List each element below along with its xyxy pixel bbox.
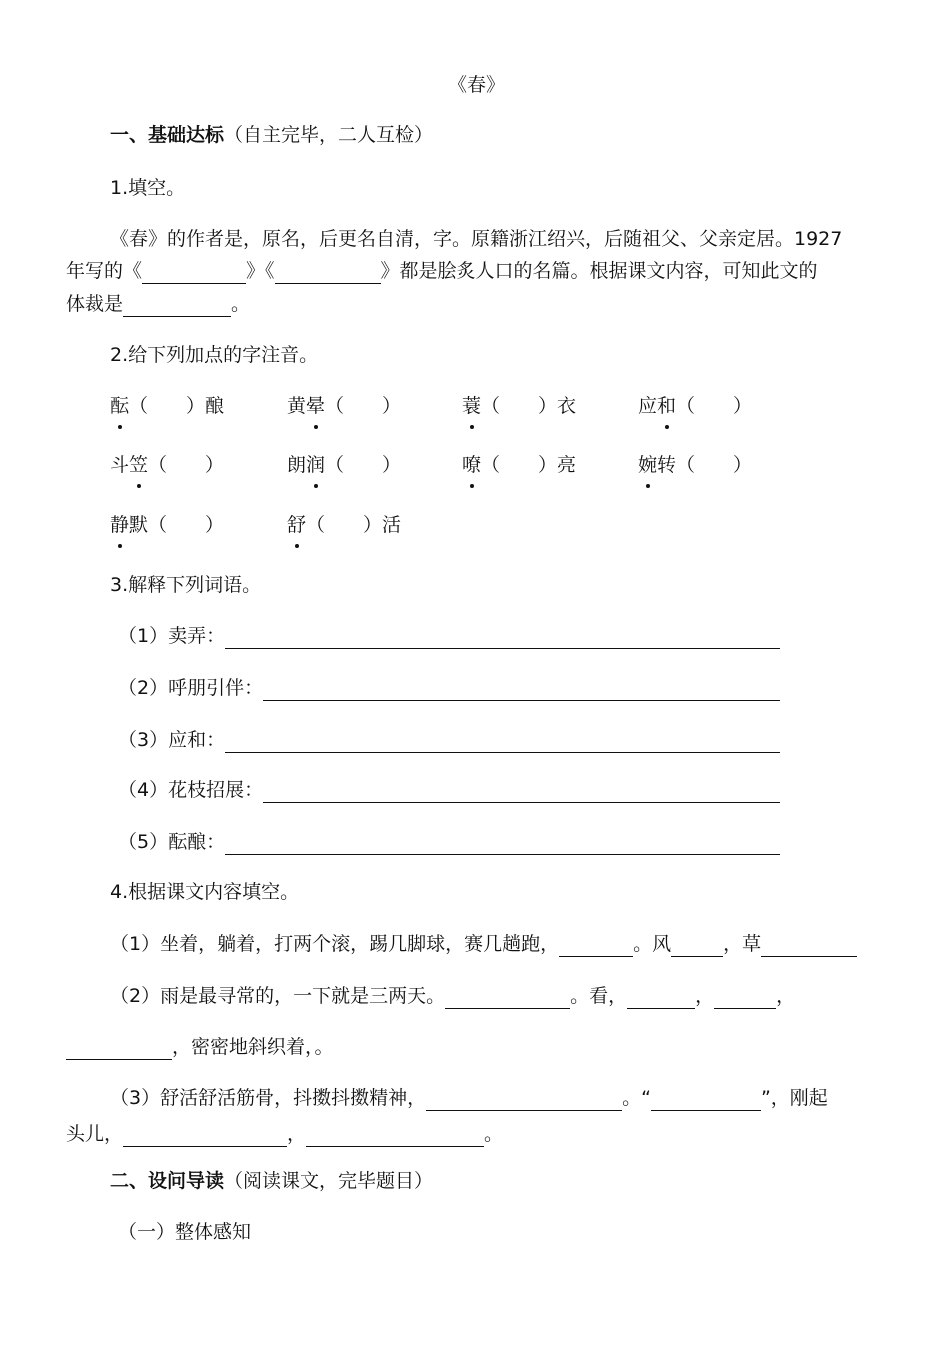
definition-item bbox=[118, 675, 780, 701]
q4-text: ， bbox=[776, 985, 796, 1007]
dotted-char: 嘹 bbox=[462, 454, 482, 476]
q4-text: ，密密地斜织着，。 bbox=[172, 1036, 334, 1058]
blank[interactable] bbox=[426, 1088, 622, 1111]
word-char: 转 bbox=[657, 454, 677, 476]
word-char: 活 bbox=[382, 514, 402, 536]
q4-text: 。“ bbox=[622, 1087, 651, 1109]
word-char: 酿 bbox=[205, 395, 225, 417]
word-char: 衣 bbox=[557, 395, 577, 417]
subsection-title: （一）整体感知 bbox=[118, 1221, 252, 1243]
answer-paren[interactable]: （ ） bbox=[148, 454, 225, 476]
dotted-char: 婉 bbox=[638, 454, 658, 476]
q4-text: （2）雨是最寻常的，一下就是三两天。 bbox=[110, 985, 446, 1007]
q4-text: 。看， bbox=[570, 985, 628, 1007]
word-char: 亮 bbox=[557, 454, 577, 476]
word-char: 斗 bbox=[110, 454, 130, 476]
q4-sentence-3-cont bbox=[66, 1121, 503, 1147]
answer-line[interactable] bbox=[263, 678, 780, 701]
definition-term: （4）花枝招展： bbox=[118, 779, 264, 801]
section-1-title: 一、基础达标 bbox=[110, 124, 225, 146]
dotted-char: 静 bbox=[110, 514, 130, 536]
q2-label: 2.给下列加点的字注音。 bbox=[110, 344, 319, 366]
pinyin-item bbox=[110, 452, 224, 478]
blank[interactable] bbox=[761, 934, 857, 957]
q3-label: 3.解释下列词语。 bbox=[110, 574, 262, 596]
answer-paren[interactable]: （ ） bbox=[325, 395, 402, 417]
pinyin-item bbox=[287, 512, 401, 538]
dotted-char: 晕 bbox=[306, 395, 326, 417]
definition-item bbox=[118, 727, 780, 753]
section-1-heading bbox=[110, 122, 433, 148]
word-char: 黄 bbox=[287, 395, 307, 417]
section-2-note: （阅读课文，完毕题目） bbox=[224, 1170, 434, 1192]
section-2-title: 二、设问导读 bbox=[110, 1170, 225, 1192]
q4-sentence-2 bbox=[110, 983, 795, 1009]
blank[interactable] bbox=[627, 986, 695, 1009]
q1-text: 体裁是 bbox=[66, 293, 124, 315]
blank[interactable] bbox=[559, 934, 633, 957]
dotted-char: 和 bbox=[657, 395, 677, 417]
definition-term: （3）应和： bbox=[118, 729, 226, 751]
word-char: 默 bbox=[129, 514, 149, 536]
pinyin-item bbox=[287, 393, 401, 419]
q1-line-2 bbox=[66, 258, 818, 284]
q1-line-1: 《春》的作者是，原名，后更名自清，字。原籍浙江绍兴，后随祖父、父亲定居。1927 bbox=[110, 228, 843, 250]
blank[interactable] bbox=[714, 986, 776, 1009]
answer-line[interactable] bbox=[225, 832, 780, 855]
word-char: 朗 bbox=[287, 454, 307, 476]
answer-paren[interactable]: （ ） bbox=[676, 454, 753, 476]
q1-text: 》《 bbox=[246, 260, 275, 282]
q4-text: ”，刚起 bbox=[760, 1087, 828, 1109]
dotted-char: 酝 bbox=[110, 395, 130, 417]
definition-term: （5）酝酿： bbox=[118, 831, 226, 853]
answer-paren[interactable]: （ ） bbox=[148, 514, 225, 536]
pinyin-item bbox=[638, 393, 752, 419]
answer-line[interactable] bbox=[263, 780, 780, 803]
answer-paren[interactable]: （ ） bbox=[481, 395, 558, 417]
q1-text: 》都是脍炙人口的名篇。根据课文内容，可知此文的 bbox=[380, 260, 818, 282]
q1-text: 。 bbox=[231, 293, 251, 315]
blank[interactable] bbox=[651, 1088, 761, 1111]
blank[interactable] bbox=[306, 1124, 484, 1147]
pinyin-item bbox=[287, 452, 401, 478]
pinyin-item bbox=[462, 452, 576, 478]
blank[interactable] bbox=[671, 934, 723, 957]
q4-text: ， bbox=[287, 1123, 307, 1145]
section-1-note: （自主完毕，二人互检） bbox=[224, 124, 434, 146]
q4-text: 。 bbox=[484, 1123, 504, 1145]
q4-sentence-2-cont bbox=[66, 1034, 334, 1060]
q4-text: ，草 bbox=[723, 933, 762, 955]
pinyin-item bbox=[110, 512, 224, 538]
q4-text: （3）舒活舒活筋骨，抖擞抖擞精神， bbox=[110, 1087, 427, 1109]
blank[interactable] bbox=[142, 261, 246, 284]
blank[interactable] bbox=[66, 1037, 172, 1060]
pinyin-item bbox=[462, 393, 576, 419]
definition-term: （2）呼朋引伴： bbox=[118, 677, 264, 699]
word-char: 应 bbox=[638, 395, 658, 417]
answer-line[interactable] bbox=[225, 730, 780, 753]
definition-item bbox=[118, 777, 780, 803]
q1-text: 年写的《 bbox=[66, 260, 143, 282]
q4-sentence-3 bbox=[110, 1085, 828, 1111]
blank[interactable] bbox=[445, 986, 570, 1009]
q1-label: 1.填空。 bbox=[110, 177, 186, 199]
answer-line[interactable] bbox=[225, 626, 780, 649]
q4-label: 4.根据课文内容填空。 bbox=[110, 881, 300, 903]
q4-sentence-1 bbox=[110, 931, 857, 957]
blank[interactable] bbox=[275, 261, 381, 284]
dotted-char: 笠 bbox=[129, 454, 149, 476]
pinyin-item bbox=[638, 452, 752, 478]
dotted-char: 蓑 bbox=[462, 395, 482, 417]
answer-paren[interactable]: （ ） bbox=[325, 454, 402, 476]
blank[interactable] bbox=[123, 1124, 287, 1147]
definition-item bbox=[118, 623, 780, 649]
q4-text: ， bbox=[695, 985, 715, 1007]
answer-paren[interactable]: （ ） bbox=[306, 514, 383, 536]
q4-text: 。风 bbox=[633, 933, 672, 955]
answer-paren[interactable]: （ ） bbox=[676, 395, 753, 417]
page-title: 《春》 bbox=[448, 74, 506, 96]
q4-text: （1）坐着，躺着，打两个滚，踢几脚球，赛几趟跑， bbox=[110, 933, 560, 955]
answer-paren[interactable]: （ ） bbox=[481, 454, 558, 476]
dotted-char: 润 bbox=[306, 454, 326, 476]
answer-paren[interactable]: （ ） bbox=[129, 395, 206, 417]
dotted-char: 舒 bbox=[287, 514, 307, 536]
q1-line-3 bbox=[66, 291, 250, 317]
definition-item bbox=[118, 829, 780, 855]
pinyin-item bbox=[110, 393, 224, 419]
section-2-heading bbox=[110, 1168, 433, 1194]
definition-term: （1）卖弄： bbox=[118, 625, 226, 647]
blank[interactable] bbox=[123, 294, 231, 317]
q4-text: 头儿， bbox=[66, 1123, 124, 1145]
